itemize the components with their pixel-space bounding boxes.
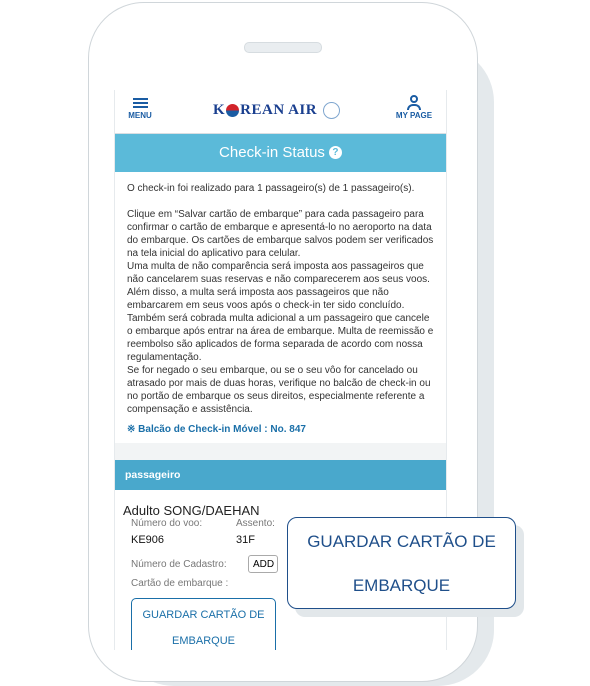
person-icon	[410, 95, 418, 103]
seat-label: Assento:	[236, 518, 275, 529]
boarding-pass-label: Cartão de embarque :	[131, 578, 229, 589]
seat-value: 31F	[236, 534, 255, 546]
help-icon[interactable]: ?	[329, 146, 342, 159]
callout-line1: GUARDAR CARTÃO DE	[307, 532, 496, 551]
logo-text-k: K	[213, 101, 226, 118]
phone-speaker	[244, 42, 322, 53]
save-boarding-pass-button[interactable]	[131, 598, 276, 650]
my-page-button[interactable]	[394, 95, 434, 120]
passenger-name: Adulto SONG/DAEHAN	[123, 503, 260, 518]
save-button-line2: EMBARQUE	[172, 635, 235, 647]
page-title: Check-in Status	[219, 144, 325, 161]
passenger-section-header: passageiro	[115, 460, 446, 490]
hamburger-icon	[133, 98, 148, 100]
add-membership-button[interactable]: ADD	[248, 555, 278, 573]
checkin-counter-link[interactable]: ※ Balcão de Check-in Móvel : No. 847	[127, 424, 306, 435]
status-message	[115, 172, 446, 416]
save-button-line1: GUARDAR CARTÃO DE	[142, 609, 265, 621]
status-paragraph: Clique em “Salvar cartão de embarque” para cada passageiro para confirmar o cartão de embarque e apresentá-lo no aeroporto na data do embarque. Os cartões de embarque salvos podem ser verificados na tela inicial do aplicativo para celular.	[127, 209, 434, 259]
person-icon-body	[407, 104, 421, 110]
section-divider	[115, 443, 446, 460]
status-summary: O check-in foi realizado para 1 passageiro(s) de 1 passageiro(s).	[127, 183, 415, 194]
my-page-label: MY PAGE	[395, 111, 433, 120]
save-boarding-pass-callout[interactable]	[287, 517, 516, 609]
taeguk-emblem-icon	[226, 104, 239, 117]
flight-number-value: KE906	[131, 534, 165, 546]
membership-number-label: Número de Cadastro:	[131, 559, 227, 570]
app-header	[115, 90, 446, 134]
menu-label: MENU	[128, 111, 152, 120]
skyteam-icon	[323, 102, 340, 119]
logo-text-rest: REAN AIR	[240, 101, 318, 118]
korean-air-logo[interactable]	[213, 100, 340, 120]
callout-line2: EMBARQUE	[352, 576, 451, 595]
flight-number-label: Número do voo:	[131, 518, 203, 529]
page-title-bar	[115, 134, 446, 172]
status-paragraph: Também será cobrada multa adicional a um passageiro que cancele o embarque após entrar na área de embarque. Multa de reemissão e reembolso são aplicados de forma separada de acordo com nossa regulamentação.	[127, 313, 434, 363]
menu-button[interactable]	[125, 96, 155, 120]
status-paragraph: Uma multa de não comparência será imposta aos passageiros que não cancelarem suas reservas e não comparecerem aos seus voos. Além disso, a multa será imposta aos passageiros que não embarcarem em seus voos após o check-in ter sido concluído.	[127, 261, 430, 311]
status-paragraph: Se for negado o seu embarque, ou se o seu vôo for cancelado ou atrasado por mais de duas horas, verifique no balcão de check-in ou no portão de embarque os seus direitos, especialmente referente a compensação e assistência.	[127, 365, 431, 415]
